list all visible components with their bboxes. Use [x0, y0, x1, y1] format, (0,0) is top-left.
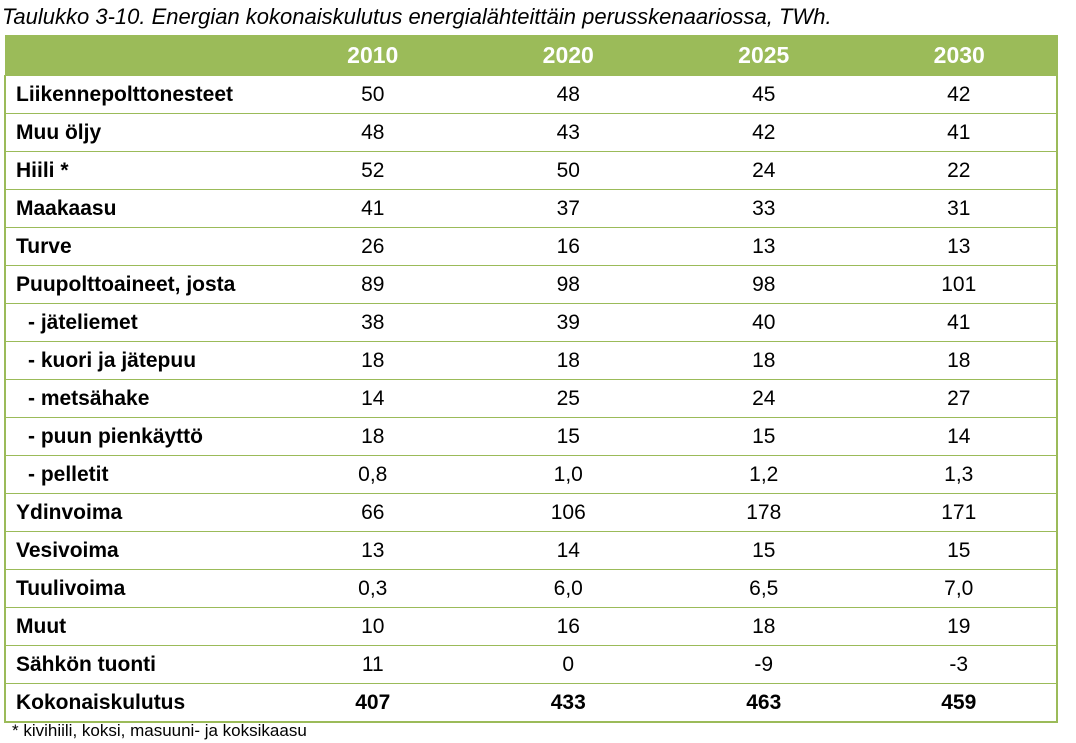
value-cell: 1,3 [862, 456, 1058, 494]
row-label: - pelletit [5, 456, 275, 494]
value-cell: 41 [862, 114, 1058, 152]
value-cell: 50 [471, 152, 667, 190]
value-cell: 37 [471, 190, 667, 228]
row-label: - kuori ja jätepuu [5, 342, 275, 380]
value-cell: 171 [862, 494, 1058, 532]
table-row [5, 456, 1057, 494]
value-cell: 31 [862, 190, 1058, 228]
value-cell: 0,8 [275, 456, 471, 494]
table-row [5, 608, 1057, 646]
header-cell-year: 2030 [862, 36, 1058, 76]
value-cell: 18 [666, 608, 862, 646]
value-cell: 0,3 [275, 570, 471, 608]
value-cell: 45 [666, 76, 862, 114]
header-cell-year: 2020 [471, 36, 667, 76]
value-cell: 13 [862, 228, 1058, 266]
row-label: - jäteliemet [5, 304, 275, 342]
table-row [5, 494, 1057, 532]
value-cell: 38 [275, 304, 471, 342]
value-cell: 19 [862, 608, 1058, 646]
value-cell: 50 [275, 76, 471, 114]
value-cell: 7,0 [862, 570, 1058, 608]
row-label: Liikennepolttonesteet [5, 76, 275, 114]
value-cell: 25 [471, 380, 667, 418]
row-label: Maakaasu [5, 190, 275, 228]
table-row [5, 342, 1057, 380]
value-cell: 15 [666, 532, 862, 570]
value-cell: 39 [471, 304, 667, 342]
value-cell: 42 [666, 114, 862, 152]
value-cell: -3 [862, 646, 1058, 684]
value-cell: 18 [275, 418, 471, 456]
value-cell: 178 [666, 494, 862, 532]
value-cell: 43 [471, 114, 667, 152]
value-cell: 18 [471, 342, 667, 380]
value-cell: 22 [862, 152, 1058, 190]
value-cell: 18 [666, 342, 862, 380]
row-label: Ydinvoima [5, 494, 275, 532]
row-label: Muu öljy [5, 114, 275, 152]
value-cell: 41 [862, 304, 1058, 342]
value-cell: 1,0 [471, 456, 667, 494]
value-cell: 13 [275, 532, 471, 570]
energy-consumption-table [4, 35, 1058, 723]
value-cell: 16 [471, 608, 667, 646]
header-row [5, 36, 1057, 76]
value-cell: 52 [275, 152, 471, 190]
value-cell: 89 [275, 266, 471, 304]
row-label: Hiili * [5, 152, 275, 190]
value-cell: 407 [275, 684, 471, 723]
table-body [5, 76, 1057, 723]
value-cell: 48 [471, 76, 667, 114]
value-cell: 6,0 [471, 570, 667, 608]
table-row [5, 532, 1057, 570]
header-cell-label [5, 36, 275, 76]
table-row [5, 114, 1057, 152]
value-cell: 18 [862, 342, 1058, 380]
value-cell: 48 [275, 114, 471, 152]
value-cell: 1,2 [666, 456, 862, 494]
table-row [5, 266, 1057, 304]
table-row [5, 152, 1057, 190]
table-row [5, 76, 1057, 114]
value-cell: 40 [666, 304, 862, 342]
value-cell: 15 [471, 418, 667, 456]
value-cell: 10 [275, 608, 471, 646]
row-label: - puun pienkäyttö [5, 418, 275, 456]
row-label: Muut [5, 608, 275, 646]
row-label: Sähkön tuonti [5, 646, 275, 684]
value-cell: 6,5 [666, 570, 862, 608]
table-row [5, 646, 1057, 684]
table-row [5, 418, 1057, 456]
row-label: Puupolttoaineet, josta [5, 266, 275, 304]
header-cell-year: 2025 [666, 36, 862, 76]
value-cell: 18 [275, 342, 471, 380]
value-cell: 14 [471, 532, 667, 570]
value-cell: 24 [666, 152, 862, 190]
value-cell: 463 [666, 684, 862, 723]
footnote: * kivihiili, koksi, masuuni- ja koksikaasu [12, 721, 307, 740]
value-cell: 433 [471, 684, 667, 723]
table-row [5, 228, 1057, 266]
value-cell: 26 [275, 228, 471, 266]
value-cell: 15 [862, 532, 1058, 570]
value-cell: 24 [666, 380, 862, 418]
value-cell: 11 [275, 646, 471, 684]
row-label: - metsähake [5, 380, 275, 418]
row-label: Vesivoima [5, 532, 275, 570]
table-row [5, 570, 1057, 608]
value-cell: 101 [862, 266, 1058, 304]
value-cell: 98 [471, 266, 667, 304]
table-row [5, 190, 1057, 228]
value-cell: 14 [275, 380, 471, 418]
row-label: Tuulivoima [5, 570, 275, 608]
table-caption: Taulukko 3-10. Energian kokonaiskulutus energialähteittäin perusskenaariossa, TWh. [2, 4, 832, 29]
value-cell: 459 [862, 684, 1058, 723]
value-cell: 0 [471, 646, 667, 684]
value-cell: 33 [666, 190, 862, 228]
value-cell: 98 [666, 266, 862, 304]
table-row [5, 304, 1057, 342]
value-cell: 66 [275, 494, 471, 532]
value-cell: 41 [275, 190, 471, 228]
row-label: Turve [5, 228, 275, 266]
header-cell-year: 2010 [275, 36, 471, 76]
table-row [5, 380, 1057, 418]
value-cell: 106 [471, 494, 667, 532]
value-cell: 42 [862, 76, 1058, 114]
row-label: Kokonaiskulutus [5, 684, 275, 723]
table-row [5, 684, 1057, 723]
value-cell: 16 [471, 228, 667, 266]
value-cell: -9 [666, 646, 862, 684]
value-cell: 15 [666, 418, 862, 456]
value-cell: 27 [862, 380, 1058, 418]
value-cell: 13 [666, 228, 862, 266]
value-cell: 14 [862, 418, 1058, 456]
